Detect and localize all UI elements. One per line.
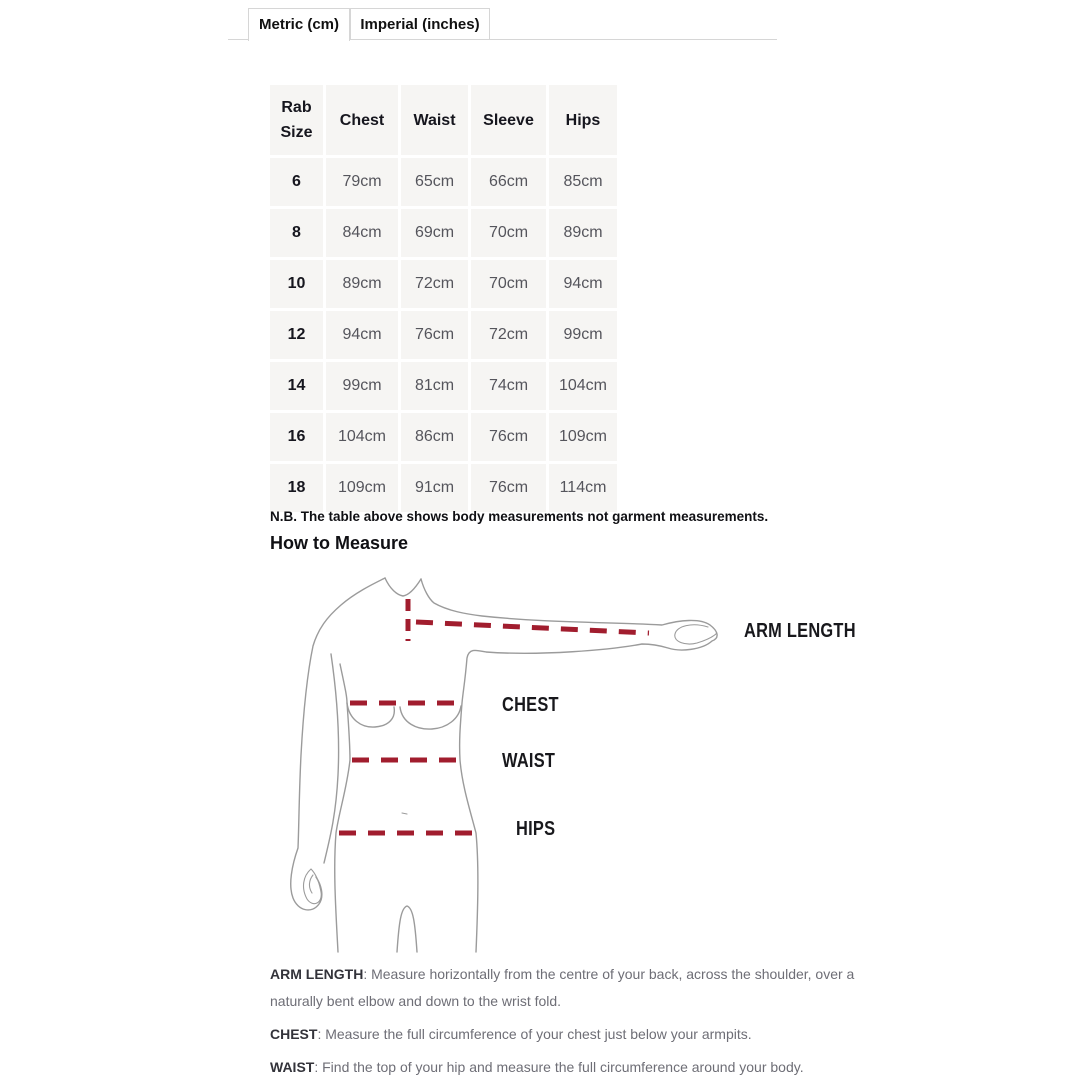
col-header-sleeve: Sleeve <box>471 85 546 155</box>
table-row <box>270 311 617 359</box>
figure-neck-outline <box>385 578 421 596</box>
instruction-waist: WAIST: Find the top of your hip and measure the full circumference around your body. <box>270 1059 804 1075</box>
size-table <box>267 82 620 515</box>
measuring-instructions <box>270 961 862 1080</box>
table-row <box>270 260 617 308</box>
table-row <box>270 413 617 461</box>
waist-label: WAIST <box>502 750 556 772</box>
sleeve-cell: 76cm <box>471 413 546 461</box>
size-cell: 16 <box>270 413 323 461</box>
sleeve-cell: 74cm <box>471 362 546 410</box>
finger-loop-small-detail <box>309 875 313 893</box>
hand-curl-detail <box>675 625 717 644</box>
chest-cell: 84cm <box>326 209 398 257</box>
chest-curve-right <box>400 706 461 729</box>
table-row <box>270 209 617 257</box>
instruction-chest: CHEST: Measure the full circumference of your chest just below your armpits. <box>270 1026 752 1042</box>
instruction-waist-term: WAIST <box>270 1059 315 1075</box>
table-row <box>270 464 617 512</box>
chest-curve-left <box>347 703 394 727</box>
chest-label: CHEST <box>502 694 559 716</box>
instruction-arm-length-term: ARM LENGTH <box>270 966 364 982</box>
hips-cell: 104cm <box>549 362 617 410</box>
table-row <box>270 158 617 206</box>
hips-cell: 109cm <box>549 413 617 461</box>
size-cell: 8 <box>270 209 323 257</box>
instruction-arm-length: ARM LENGTH: Measure horizontally from the centre of your back, across the shoulder, over a naturally bent elbow and down to the wrist fold. <box>270 966 855 1009</box>
col-header-hips: Hips <box>549 85 617 155</box>
arm-length-label: ARM LENGTH <box>744 620 856 642</box>
table-row <box>270 362 617 410</box>
chest-cell: 79cm <box>326 158 398 206</box>
sleeve-cell: 72cm <box>471 311 546 359</box>
hips-cell: 85cm <box>549 158 617 206</box>
inner-thigh-outline <box>397 906 417 952</box>
sleeve-cell: 70cm <box>471 209 546 257</box>
hips-cell: 99cm <box>549 311 617 359</box>
chest-cell: 109cm <box>326 464 398 512</box>
body-measurement-note: N.B. The table above shows body measurements not garment measurements. <box>270 509 769 524</box>
hips-label: HIPS <box>516 818 556 840</box>
chest-cell: 94cm <box>326 311 398 359</box>
sleeve-cell: 66cm <box>471 158 546 206</box>
waist-cell: 72cm <box>401 260 468 308</box>
table-header-row <box>270 85 617 155</box>
chest-cell: 89cm <box>326 260 398 308</box>
hips-cell: 89cm <box>549 209 617 257</box>
col-header-waist: Waist <box>401 85 468 155</box>
hips-cell: 94cm <box>549 260 617 308</box>
size-cell: 10 <box>270 260 323 308</box>
waist-cell: 69cm <box>401 209 468 257</box>
col-header-size: Rab Size <box>270 85 323 155</box>
size-cell: 12 <box>270 311 323 359</box>
navel-mark <box>402 813 407 814</box>
instruction-chest-term: CHEST <box>270 1026 318 1042</box>
waist-cell: 76cm <box>401 311 468 359</box>
col-header-chest: Chest <box>326 85 398 155</box>
how-to-measure-title: How to Measure <box>270 533 409 553</box>
waist-cell: 86cm <box>401 413 468 461</box>
sleeve-cell: 76cm <box>471 464 546 512</box>
waist-cell: 65cm <box>401 158 468 206</box>
sleeve-cell: 70cm <box>471 260 546 308</box>
finger-loop-detail <box>304 869 322 904</box>
waist-cell: 91cm <box>401 464 468 512</box>
waist-cell: 81cm <box>401 362 468 410</box>
hips-cell: 114cm <box>549 464 617 512</box>
tab-metric[interactable]: Metric (cm) <box>248 8 350 41</box>
size-cell: 14 <box>270 362 323 410</box>
tab-imperial[interactable]: Imperial (inches) <box>350 8 490 40</box>
figure-arm-torso-outline <box>421 579 717 952</box>
chest-cell: 104cm <box>326 413 398 461</box>
size-cell: 6 <box>270 158 323 206</box>
size-cell: 18 <box>270 464 323 512</box>
chest-cell: 99cm <box>326 362 398 410</box>
